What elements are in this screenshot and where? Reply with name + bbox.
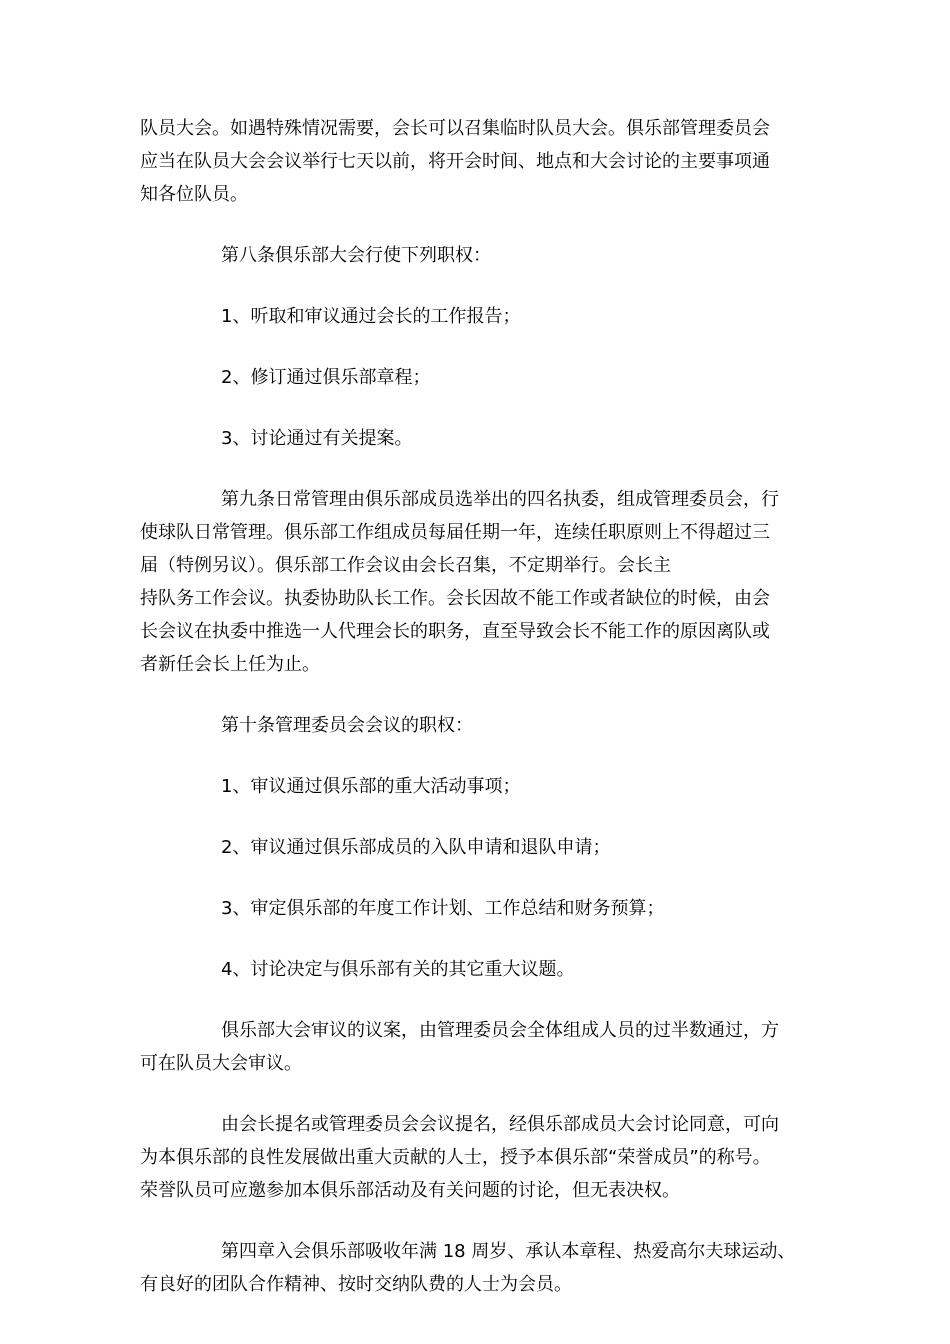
paragraph-line: 队员大会。如遇特殊情况需要，会长可以召集临时队员大会。俱乐部管理委员会 <box>140 118 770 139</box>
paragraph <box>140 831 820 864</box>
paragraph <box>140 361 820 394</box>
paragraph-line: 4、讨论决定与俱乐部有关的其它重大议题。 <box>221 959 575 980</box>
paragraph-line: 可在队员大会审议。 <box>140 1053 302 1074</box>
paragraph-line: 应当在队员大会会议举行七天以前，将开会时间、地点和大会讨论的主要事项通 <box>140 151 770 172</box>
paragraph-line: 第九条日常管理由俱乐部成员选举出的四名执委，组成管理委员会，行 <box>221 489 779 510</box>
paragraph <box>140 770 820 803</box>
paragraph-line: 由会长提名或管理委员会会议提名，经俱乐部成员大会讨论同意，可向 <box>221 1114 779 1135</box>
paragraph-line: 2、修订通过俱乐部章程； <box>221 367 431 388</box>
paragraph-line: 长会议在执委中推选一人代理会长的职务，直至导致会长不能工作的原因离队或 <box>140 621 770 642</box>
paragraph-line: 第八条俱乐部大会行使下列职权： <box>221 245 491 266</box>
paragraph-line: 俱乐部大会审议的议案，由管理委员会全体组成人员的过半数通过，方 <box>221 1020 779 1041</box>
paragraph-line: 持队务工作会议。执委协助队长工作。会长因故不能工作或者缺位的时候，由会 <box>140 588 770 609</box>
paragraph <box>140 300 820 333</box>
paragraph-line: 使球队日常管理。俱乐部工作组成员每届任期一年，连续任职原则上不得超过三 <box>140 522 770 543</box>
paragraph-line: 知各位队员。 <box>140 184 248 205</box>
paragraph-line: 2、审议通过俱乐部成员的入队申请和退队申请； <box>221 837 611 858</box>
paragraph <box>140 112 820 211</box>
paragraph-line: 第十条管理委员会会议的职权： <box>221 715 473 736</box>
paragraph <box>140 1235 820 1301</box>
paragraph <box>140 1014 820 1080</box>
paragraph <box>140 239 820 272</box>
paragraph-line: 者新任会长上任为止。 <box>140 654 320 675</box>
paragraph <box>140 709 820 742</box>
paragraph-line: 有良好的团队合作精神、按时交纳队费的人士为会员。 <box>140 1274 572 1295</box>
paragraph-line: 为本俱乐部的良性发展做出重大贡献的人士，授予本俱乐部“荣誉成员”的称号。 <box>140 1147 771 1168</box>
paragraph <box>140 892 820 925</box>
document-body <box>140 112 820 1329</box>
paragraph-line: 届（特例另议）。俱乐部工作会议由会长召集，不定期举行。会长主 <box>140 555 671 576</box>
paragraph-line: 1、审议通过俱乐部的重大活动事项； <box>221 776 521 797</box>
paragraph <box>140 422 820 455</box>
paragraph <box>140 483 820 681</box>
paragraph-line: 第四章入会俱乐部吸收年满 18 周岁、承认本章程、热爱高尔夫球运动、 <box>221 1241 796 1262</box>
paragraph-line: 3、讨论通过有关提案。 <box>221 428 413 449</box>
paragraph-line: 荣誉队员可应邀参加本俱乐部活动及有关问题的讨论，但无表决权。 <box>140 1180 680 1201</box>
paragraph <box>140 953 820 986</box>
paragraph <box>140 1108 820 1207</box>
paragraph-line: 1、听取和审议通过会长的工作报告； <box>221 306 521 327</box>
paragraph-line: 3、审定俱乐部的年度工作计划、工作总结和财务预算； <box>221 898 665 919</box>
